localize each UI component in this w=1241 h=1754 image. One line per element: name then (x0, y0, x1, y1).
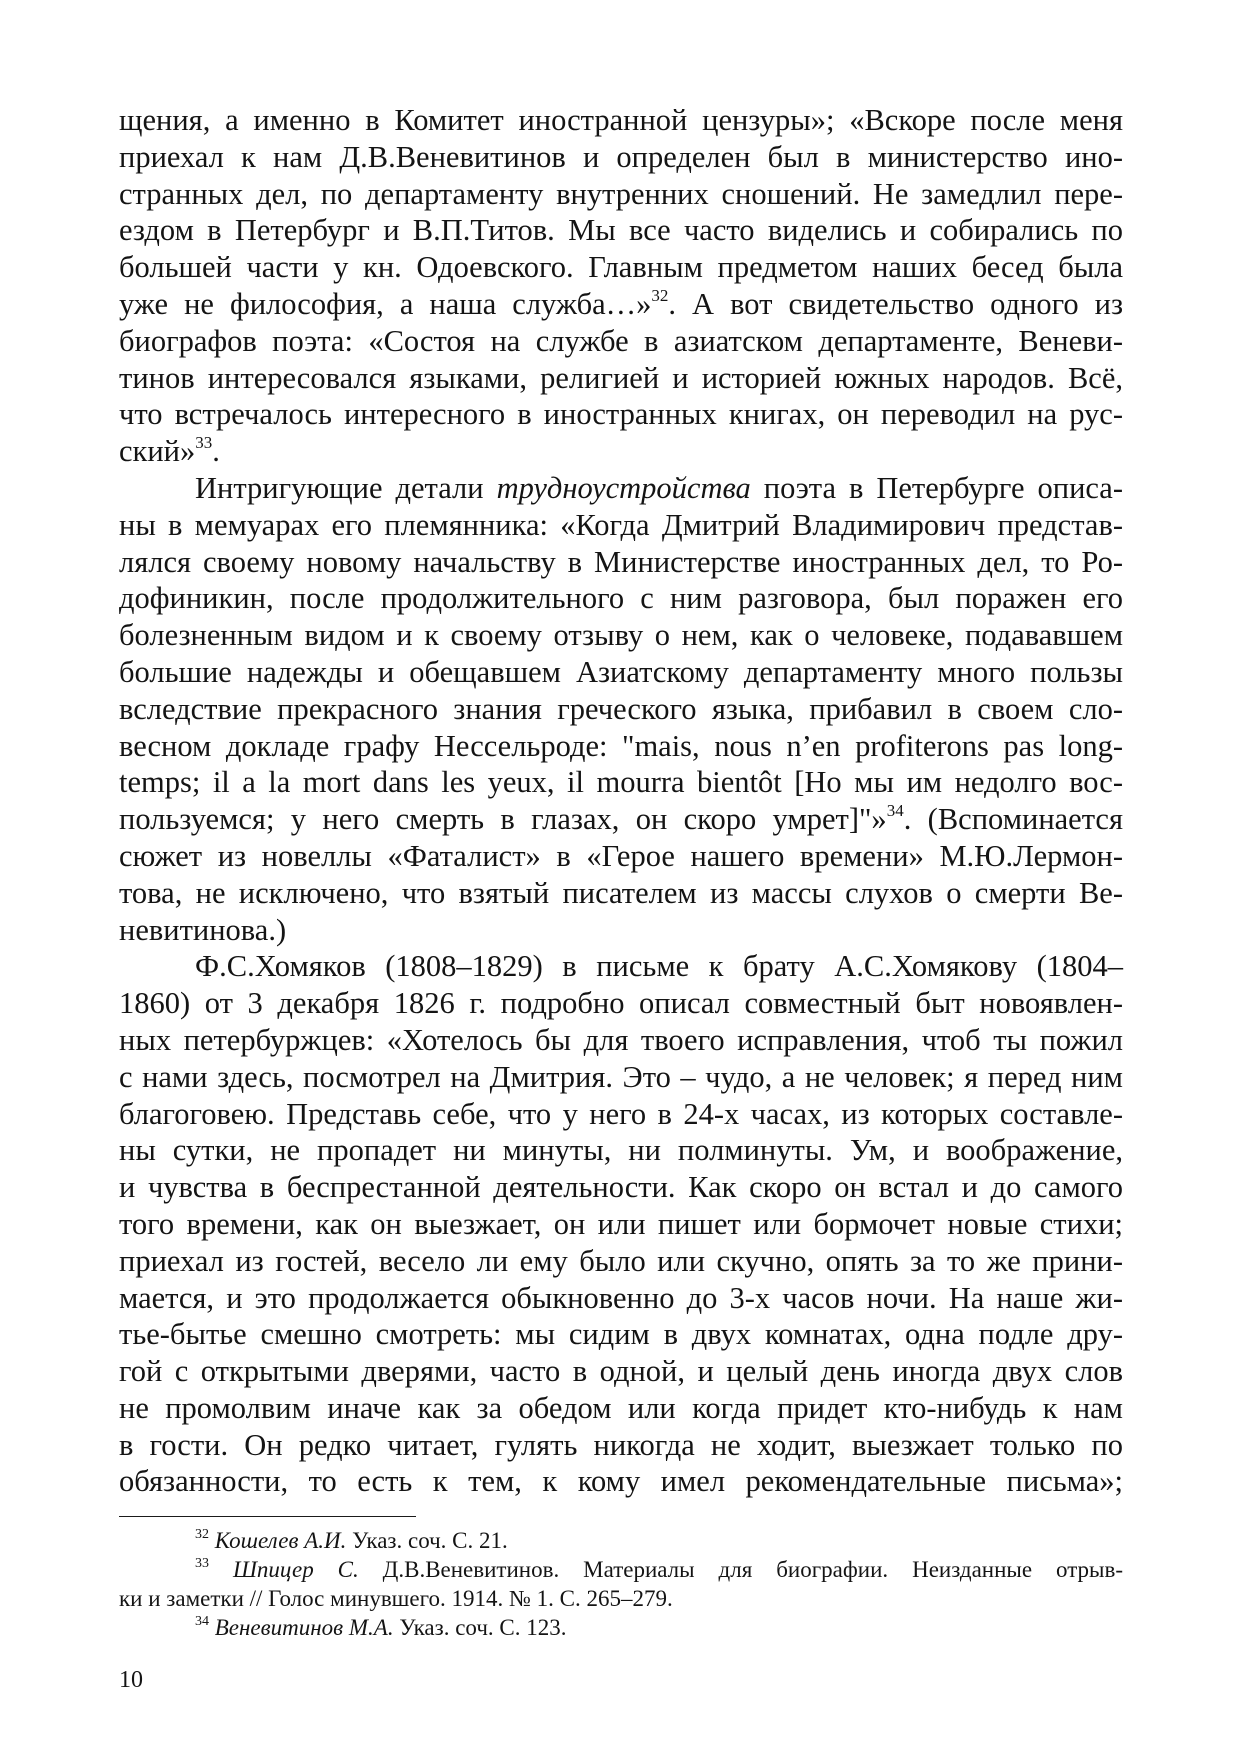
footnote-text: Указ. соч. С. 21. (346, 1528, 508, 1553)
text-line: щения, а именно в Комитет иностранной цензуры»; «Вскоре после меня (119, 103, 1123, 137)
text-line: ных петербуржцев: «Хотелось бы для твоего исправления, чтоб ты пожил (119, 1022, 1123, 1057)
text-line: ны в мемуарах его племянника: «Когда Дмитрий Владимирович представ- (119, 507, 1123, 542)
text-line: в гости. Он редко читает, гулять никогда не ходит, выезжает только по (119, 1427, 1123, 1462)
text-fragment: . (212, 434, 220, 469)
text-line: тье-бытье смешно смотреть: мы сидим в двух комнатах, одна подле дру- (119, 1317, 1123, 1352)
text-line: тинов интересовался языками, религией и историей южных народов. Всё, (119, 360, 1123, 395)
footnote-number: 33 (195, 1556, 209, 1571)
text-fragment: уже не философия, а наша служба…» (119, 286, 652, 321)
text-line: биографов поэта: «Состоя на службе в азиатском департаменте, Веневи- (119, 323, 1123, 358)
text-line: болезненным видом и к своему отзыву о нем, как о человеке, подававшем (119, 618, 1123, 653)
text-line: что встречалось интересного в иностранных книгах, он переводил на рус- (119, 397, 1123, 432)
text-line: того времени, как он выезжает, он или пишет или бормочет новые стихи; (119, 1206, 1123, 1241)
footnote-text: Д.В.Веневитинов. Материалы для биографии. Неизданные отрыв- (358, 1557, 1123, 1582)
paragraph-2 (119, 470, 1123, 948)
text-line: большие надежды и обещавшем Азиатскому департаменту много пользы (119, 654, 1123, 689)
text-fragment: Интригующие детали (195, 470, 497, 505)
text-line: благоговею. Представь себе, что у него в 24-х часах, из которых составле- (119, 1096, 1123, 1131)
text-line: странных дел, по департаменту внутренних сношений. Не замедлил пере- (119, 176, 1123, 211)
text-fragment: . А вот свидетельство одного из (668, 286, 1123, 321)
text-line: с нами здесь, посмотрел на Дмитрия. Это – чудо, а не человек; я перед ним (119, 1059, 1123, 1094)
text-fragment: ский» (119, 434, 196, 469)
footnote-ref-34[interactable]: 34 (886, 801, 904, 821)
footnote-author: Шпицер С. (232, 1557, 359, 1582)
paragraph-3 (119, 948, 1123, 1500)
text-line: temps; il a la mort dans les yeux, il mourra bientôt [Но мы им недолго вос- (119, 765, 1123, 800)
footnote-ref-32[interactable]: 32 (651, 285, 669, 305)
text-line: сюжет из новеллы «Фаталист» в «Герое нашего времени» М.Ю.Лермон- (119, 838, 1123, 873)
text-line: вследствие прекрасного знания греческого языка, прибавил в своем сло- (119, 691, 1123, 726)
text-line: большей части у кн. Одоевского. Главным предметом наших бесед была (119, 250, 1123, 285)
text-line: приехал из гостей, весело ли ему было или скучно, опять за то же прини- (119, 1243, 1123, 1278)
text-fragment: поэта в Петербурге описа- (750, 470, 1124, 505)
footnote-34 (119, 1613, 1123, 1642)
text-line: 1860) от 3 декабря 1826 г. подробно описал совместный быт новоявлен- (119, 986, 1123, 1021)
text-line: весном докладе графу Нессельроде: "mais, nous n’en profiterons pas long- (119, 728, 1123, 763)
footnotes (119, 1526, 1123, 1642)
footnote-separator (119, 1516, 416, 1517)
text-line: Ф.С.Хомяков (1808–1829) в письме к брату А.С.Хомякову (1804– (195, 949, 1123, 984)
emphasis-text: трудноустройства (496, 470, 751, 505)
text-line: и чувства в беспрестанной деятельности. Как скоро он встал и до самого (119, 1170, 1123, 1205)
text-fragment: пользуемся; у него смерть в глазах, он скоро умрет]"» (119, 802, 887, 837)
text-line: лялся своему новому начальству в Министерстве иностранных дел, то Ро- (119, 544, 1123, 579)
text-line: гой с открытыми дверями, часто в одной, и целый день иногда двух слов (119, 1354, 1123, 1389)
text-fragment: . (Вспоминается (903, 802, 1123, 837)
footnote-author: Кошелев А.И. (214, 1528, 347, 1553)
footnote-ref-33[interactable]: 33 (195, 433, 213, 453)
text-line: мается, и это продолжается обыкновенно до 3-х часов ночи. На наше жи- (119, 1280, 1123, 1315)
text-line: това, не исключено, что взятый писателем из массы слухов о смерти Ве- (119, 875, 1123, 910)
footnote-author: Веневитинов М.А. (214, 1615, 394, 1640)
text-line: приехал к нам Д.В.Веневитинов и определен был в министерство ино- (119, 139, 1123, 174)
text-line (119, 286, 1123, 323)
text-line (119, 433, 1123, 470)
text-line: обязанности, то есть к тем, к кому имел рекомендательные письма»; (119, 1464, 1123, 1499)
page-number: 10 (119, 1667, 143, 1693)
text-line: невитинова.) (119, 912, 287, 947)
text-line: ны сутки, не пропадет ни минуты, ни полминуты. Ум, и воображение, (119, 1133, 1123, 1168)
footnote-number: 34 (195, 1614, 209, 1629)
footnote-33 (119, 1555, 1123, 1584)
footnote-33-continued: ки и заметки // Голос минувшего. 1914. № 1. С. 265–279. (119, 1586, 673, 1611)
footnote-number: 32 (195, 1527, 209, 1542)
paragraph-1 (119, 102, 1123, 470)
footnote-32 (119, 1526, 1123, 1555)
text-line: ездом в Петербург и В.П.Титов. Мы все часто виделись и собирались по (119, 213, 1123, 248)
text-line: не промолвим иначе как за обедом или когда придет кто-нибудь к нам (119, 1390, 1123, 1425)
text-line (119, 470, 1123, 507)
page-body (119, 102, 1123, 1500)
footnote-text: Указ. соч. С. 123. (393, 1615, 567, 1640)
text-line: дофиникин, после продолжительного с ним разговора, был поражен его (119, 581, 1123, 616)
text-line (119, 801, 1123, 838)
